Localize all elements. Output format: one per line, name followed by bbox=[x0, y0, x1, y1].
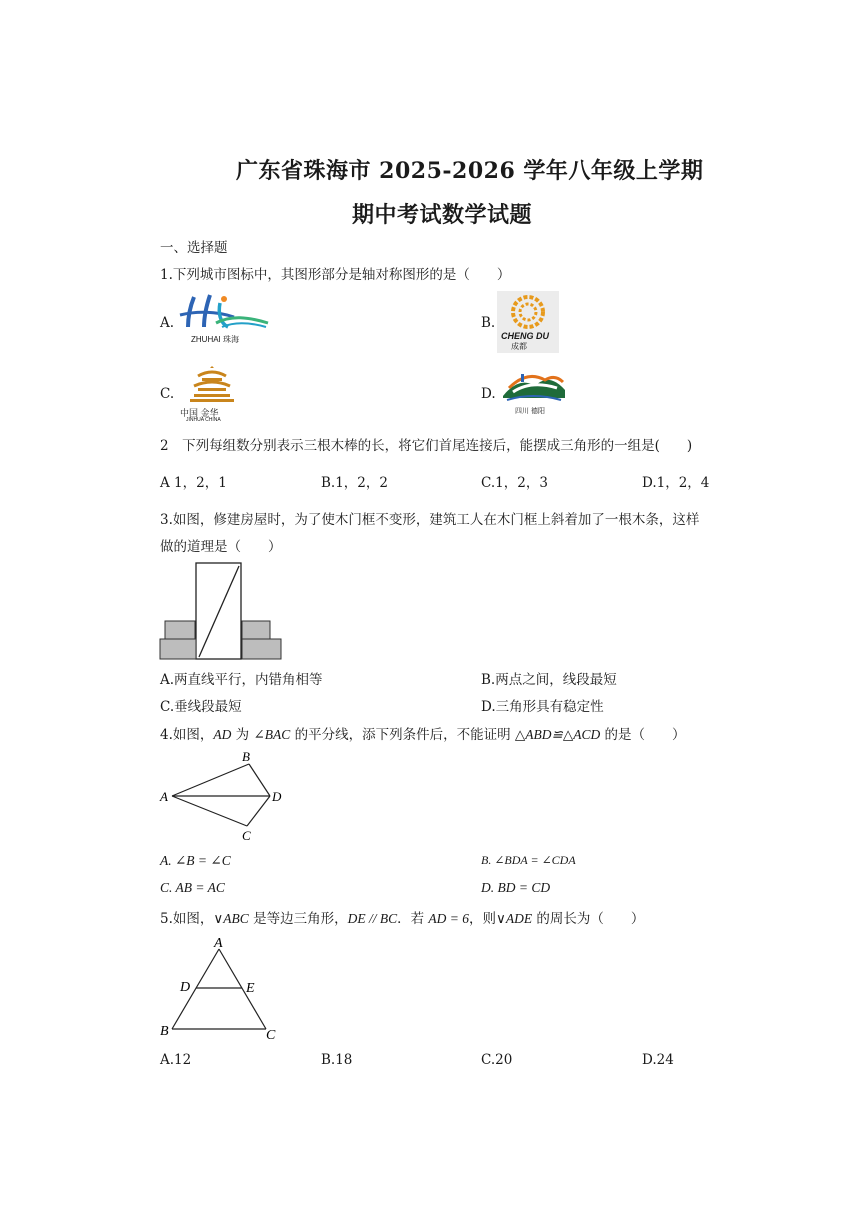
q4-stem-mid1: 为 bbox=[231, 727, 254, 743]
jinhua-logo-sub: JINHUA CHINA bbox=[186, 417, 221, 423]
q3-stem-line-2: 做的道理是（ ） bbox=[160, 539, 282, 555]
q4-option-c: C. AB = AC bbox=[160, 880, 225, 895]
triangle-figure bbox=[158, 935, 288, 1045]
q5-option-c: C.20 bbox=[481, 1052, 513, 1068]
mountain-icon bbox=[499, 366, 569, 408]
q4-stem bbox=[160, 723, 686, 743]
q4-option-a: A. ∠B = ∠C bbox=[160, 853, 231, 868]
q2-option-c: C.1，2，3 bbox=[481, 475, 548, 491]
deyang-logo-text: 四川 德阳 bbox=[515, 408, 545, 415]
q1-stem: 1.下列城市图标中，其图形部分是轴对称图形的是（ ） bbox=[160, 267, 511, 283]
jinhua-logo bbox=[176, 366, 246, 422]
label-a: A bbox=[160, 789, 168, 804]
q5-stem-mid2: ．若 bbox=[397, 911, 429, 927]
kite-figure bbox=[158, 750, 288, 845]
q3-option-b: B.两点之间，线段最短 bbox=[481, 672, 617, 688]
q1-option-c-label: C. bbox=[160, 386, 175, 402]
q3-stem-line-1: 3.如图，修建房屋时，为了使木门框不变形，建筑工人在木门框上斜着加了一根木条，这样 bbox=[160, 512, 700, 528]
q3-option-c: C.垂线段最短 bbox=[160, 699, 242, 715]
q5-stem-tri: ∨ABC bbox=[213, 911, 249, 926]
label-b: B bbox=[242, 749, 250, 764]
label-a: A bbox=[214, 936, 223, 951]
q4-stem-congruence: △ABD≌△ACD bbox=[514, 727, 601, 742]
q2-stem: 2 下列每组数分别表示三根木棒的长，将它们首尾连接后，能摆成三角形的一组是( ) bbox=[160, 438, 693, 454]
chengdu-logo-text: CHENG DU bbox=[501, 331, 550, 341]
q5-option-d: D.24 bbox=[642, 1052, 674, 1068]
chengdu-logo bbox=[497, 291, 559, 353]
q4-option-b: B. ∠BDA = ∠CDA bbox=[481, 853, 576, 867]
q5-stem-parallel: DE // BC bbox=[347, 911, 398, 926]
q4-stem-angle: ∠BAC bbox=[253, 727, 291, 742]
label-d: D bbox=[272, 789, 282, 804]
q4-stem-suffix: 的是（ ） bbox=[600, 727, 686, 743]
q4-stem-mid2: 的平分线，添下列条件后，不能证明 bbox=[290, 727, 515, 743]
title-line-2: 期中考试数学试题 bbox=[352, 202, 533, 228]
q5-stem-mid1: 是等边三角形， bbox=[248, 911, 348, 927]
q1-option-b-label: B. bbox=[481, 315, 496, 331]
q5-stem-mid3: ，则 bbox=[468, 911, 496, 927]
door-frame-figure bbox=[159, 561, 284, 661]
q5-stem-tri2: ∨ADE bbox=[495, 911, 533, 926]
q5-stem bbox=[160, 907, 644, 927]
q5-option-a: A.12 bbox=[160, 1052, 192, 1068]
q5-stem-ad: AD = 6 bbox=[428, 911, 469, 926]
deyang-logo bbox=[499, 366, 569, 422]
zhuhai-logo bbox=[176, 293, 271, 345]
q5-option-b: B.18 bbox=[321, 1052, 353, 1068]
q3-option-d: D.三角形具有稳定性 bbox=[481, 699, 604, 715]
title-line-1: 广东省珠海市 2025-2026 学年八年级上学期 bbox=[236, 158, 704, 184]
pavilion-icon bbox=[176, 366, 246, 406]
zhuhai-logo-text: ZHUHAI 珠海 bbox=[191, 335, 239, 344]
q5-stem-prefix: 5.如图， bbox=[160, 911, 214, 927]
sun-bird-icon bbox=[497, 291, 559, 353]
q4-option-d: D. BD = CD bbox=[481, 880, 551, 895]
q2-option-a: A 1，2，1 bbox=[160, 475, 227, 491]
jinhua-logo-text: 中国 金华 bbox=[180, 408, 219, 418]
label-d: D bbox=[180, 980, 191, 995]
q2-option-b: B.1，2，2 bbox=[321, 475, 388, 491]
q1-option-a-label: A. bbox=[160, 315, 175, 331]
label-b: B bbox=[160, 1024, 169, 1039]
section-heading: 一、选择题 bbox=[160, 240, 228, 256]
label-e: E bbox=[246, 981, 255, 996]
q5-stem-suffix: 的周长为（ ） bbox=[532, 911, 645, 927]
q4-stem-prefix: 4.如图， bbox=[160, 727, 214, 743]
q4-stem-ad: AD bbox=[213, 727, 232, 742]
chengdu-logo-sub: 成都 bbox=[511, 342, 527, 351]
q2-option-d: D.1，2，4 bbox=[642, 475, 710, 491]
label-c: C bbox=[242, 828, 251, 843]
label-c: C bbox=[266, 1028, 276, 1043]
q3-option-a: A.两直线平行，内错角相等 bbox=[160, 672, 323, 688]
q1-option-d-label: D. bbox=[481, 386, 496, 402]
